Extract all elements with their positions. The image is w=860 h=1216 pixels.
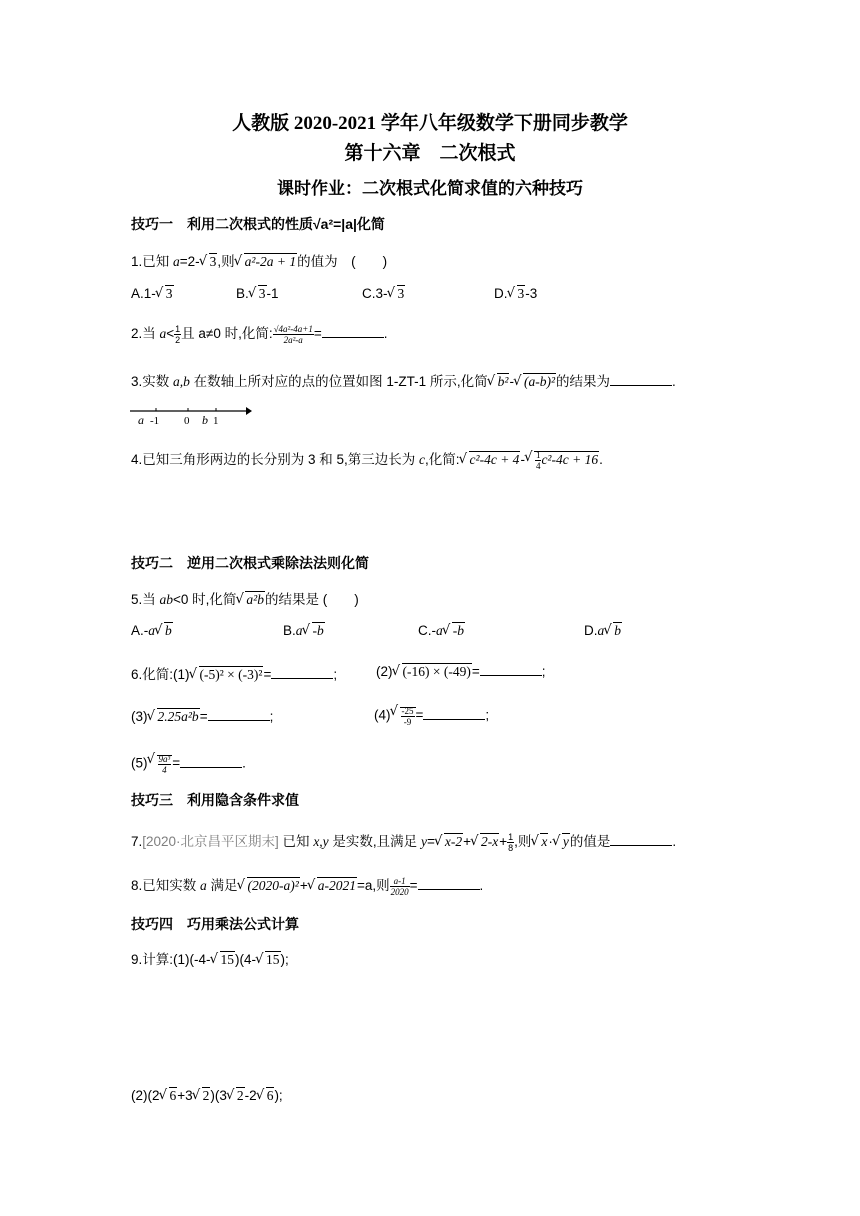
- number-line-arrow: [246, 407, 252, 415]
- axis-label-b: b: [202, 413, 208, 427]
- q1-mid: ,则: [217, 254, 235, 269]
- q6-part-5: (5) √ $\frac{\text{9a³}}{4}$ = .: [131, 752, 246, 775]
- q9-part-1: 9.计算:(1)(-4-√ 15)(4-√ 15);: [131, 948, 289, 968]
- q1-var-a: a: [173, 254, 180, 269]
- axis-label-minus-1: -1: [150, 415, 160, 427]
- q6-5-blank[interactable]: [180, 755, 242, 768]
- question-8: 8.已知实数 a 满足√ (2020-a)²+√ a-2021=a,则 $\frac{a-1}{2020}$ = .: [131, 874, 483, 897]
- question-5: 5.当 ab<0 时,化简√ a²b的结果是 ( ): [131, 588, 359, 608]
- q7-source: [2020·北京昌平区期末]: [142, 834, 279, 849]
- lesson-subtitle: 课时作业：二次根式化简求值的六种技巧: [277, 179, 583, 198]
- axis-label-one: 1: [213, 415, 219, 427]
- axis-label-zero: 0: [184, 415, 190, 427]
- q3-answer-blank[interactable]: [610, 373, 672, 386]
- q6-4-blank[interactable]: [423, 707, 485, 720]
- section-3-heading: 技巧三 利用隐含条件求值: [131, 792, 299, 808]
- q5-option-c: C.-a√ -b: [418, 623, 465, 639]
- chapter-title: 第十六章 二次根式: [344, 143, 516, 164]
- section-1-heading: 技巧一 利用二次根式的性质√a²=|a|化简: [131, 216, 385, 232]
- number-line-figure: [128, 402, 258, 428]
- q1-option-d: D.√ 3-3: [494, 286, 537, 302]
- question-2: 2.当 a< $\frac{1}{2}$ 且 a≠0 时,化简: $\frac{\text{√4a²-4a+1}}{\text{2a²-a}}$ = .: [131, 323, 388, 345]
- q6-2-blank[interactable]: [480, 663, 542, 676]
- section-4-heading: 技巧四 巧用乘法公式计算: [131, 916, 299, 932]
- q7-answer-blank[interactable]: [610, 833, 672, 846]
- q6-part-1: 6.化简:(1)√ (-5)² × (-3)²= ;: [131, 663, 337, 683]
- q1-pre: 1.已知: [131, 254, 174, 269]
- axis-label-a: a: [138, 413, 144, 427]
- q1-option-a: A.1-√ 3: [131, 286, 174, 302]
- q5-option-d: D.a√ b: [584, 623, 622, 639]
- q1-option-b: B.√ 3-1: [236, 286, 279, 302]
- q5-option-a: A.-a√ b: [131, 623, 173, 639]
- question-3: 3.实数 a,b 在数轴上所对应的点的位置如图 1-ZT-1 所示,化简√ b²-√ (a-b)²的结果为 .: [131, 370, 676, 390]
- q6-1-blank[interactable]: [271, 666, 333, 679]
- q2-answer-blank[interactable]: [322, 325, 384, 338]
- q8-answer-blank[interactable]: [418, 877, 480, 890]
- q6-3-blank[interactable]: [208, 708, 270, 721]
- q1-sqrt3: √ 3: [200, 254, 218, 270]
- question-7: 7.[2020·北京昌平区期末] 已知 x,y 是实数,且满足 y=√ x-2+√ 2-x+ $\frac{1}{8}$ ,则√ x·√ y的值是 .: [131, 830, 676, 853]
- question-1: [131, 250, 387, 270]
- q9-part-2: (2)(2√ 6+3√ 2)(3√ 2-2√ 6);: [131, 1088, 283, 1104]
- q5-option-b: B.a√ -b: [283, 623, 325, 639]
- q6-part-4: (4) √ $\frac{-25}{-9}$ = ;: [374, 704, 489, 727]
- q1-option-c: C.3-√ 3: [362, 286, 405, 302]
- q6-part-2: (2)√ (-16) × (-49)= ;: [376, 663, 546, 680]
- q1-eq: =2-: [179, 254, 200, 269]
- q1-radical: √ a²-2a + 1: [235, 254, 297, 270]
- section-2-heading: 技巧二 逆用二次根式乘除法法则化简: [131, 555, 369, 571]
- q1-post: 的值为 ( ): [297, 254, 388, 269]
- page-title: 人教版 2020-2021 学年八年级数学下册同步教学: [232, 113, 628, 134]
- question-4: 4.已知三角形两边的长分别为 3 和 5,第三边长为 c,化简:√ c²-4c + 4- √ $\frac{1}{4}$ c²-4c + 16.: [131, 448, 603, 471]
- q6-part-3: (3)√ 2.25a²b= ;: [131, 708, 273, 725]
